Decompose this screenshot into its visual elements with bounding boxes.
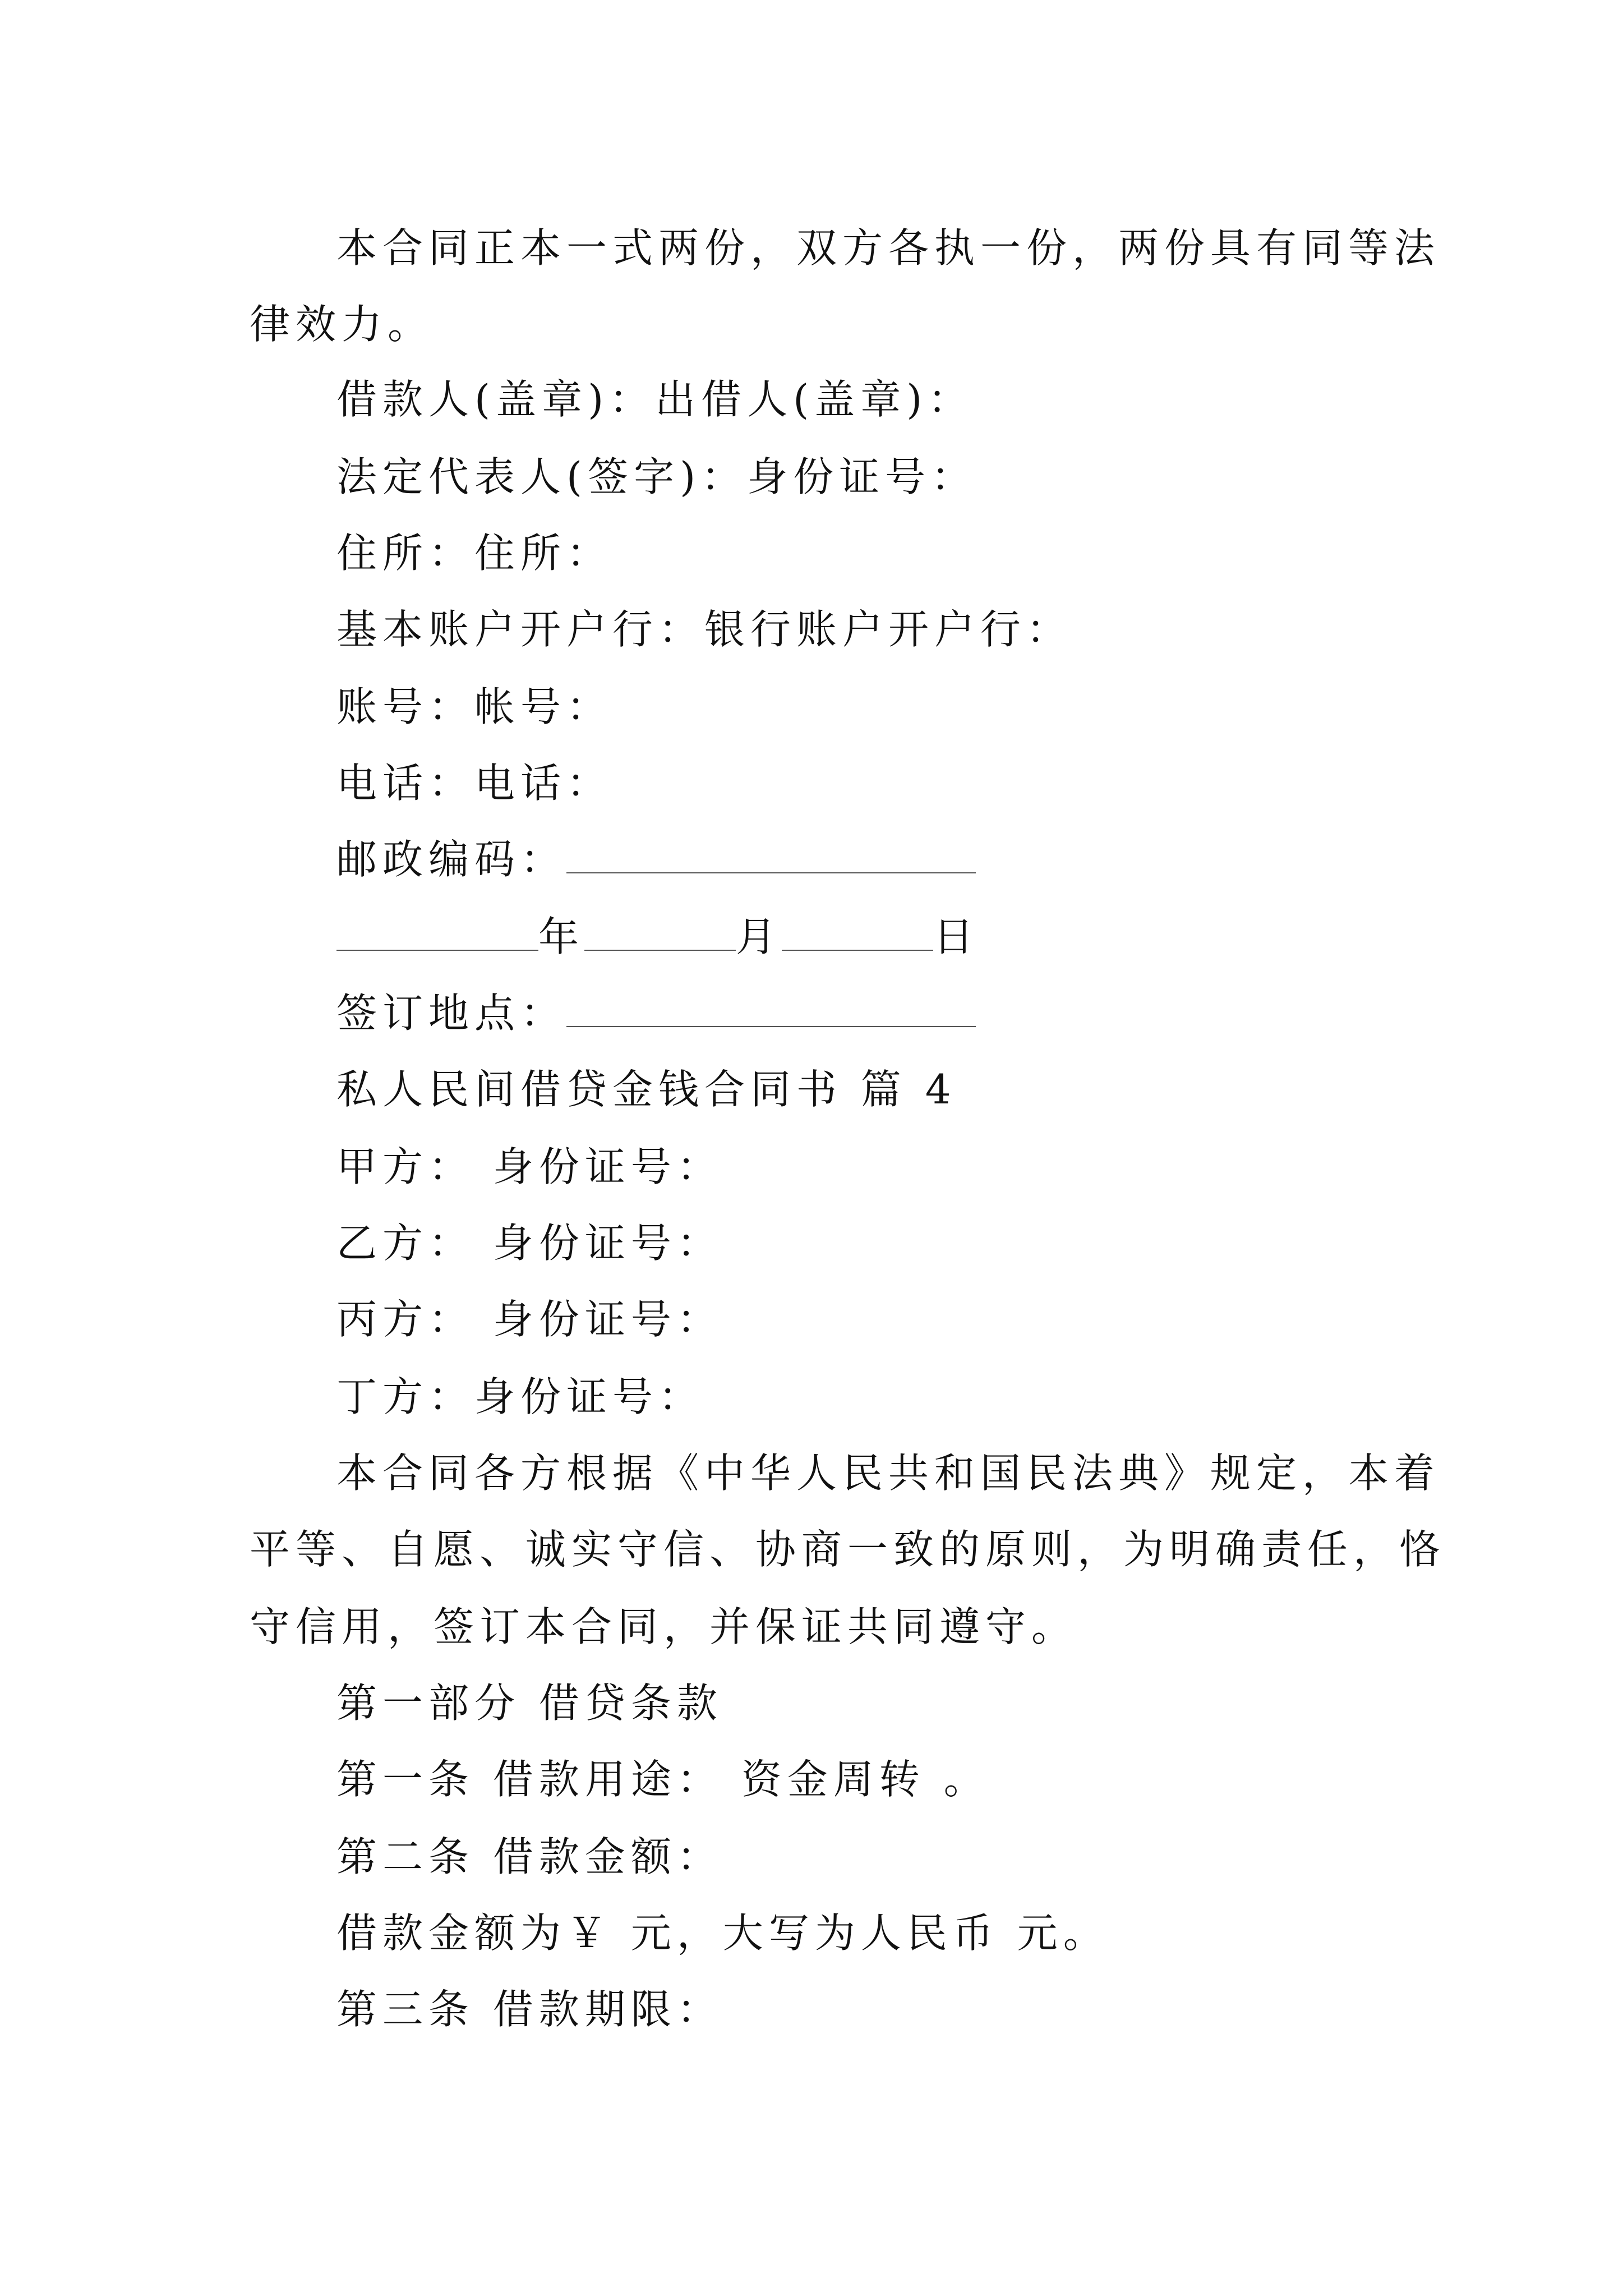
signature-line-phone: 电话：电话： <box>336 760 613 807</box>
section-title: 私人民间借贷金钱合同书 篇 4 <box>336 1066 957 1113</box>
party-d-line: 丁方：身份证号： <box>336 1373 705 1420</box>
date-line <box>336 909 979 965</box>
postcode-label: 邮政编码： <box>336 836 567 883</box>
day-blank <box>782 917 933 951</box>
signing-place-line <box>336 985 976 1041</box>
part-heading: 第一部分 借贷条款 <box>336 1680 723 1727</box>
month-label: 月 <box>736 913 782 960</box>
paragraph-line: 守信用，签订本合同，并保证共同遵守。 <box>250 1603 1078 1650</box>
signature-line-bank: 基本账户开户行：银行账户开户行： <box>336 606 1073 653</box>
signature-line-representative: 法定代表人(签字)：身份证号： <box>336 453 978 500</box>
signature-line-seal: 借款人(盖章)：出借人(盖章)： <box>336 376 974 423</box>
paragraph-line: 本合同各方根据《中华人民共和国民法典》规定，本着 <box>336 1450 1441 1497</box>
clause-line: 第二条 借款金额： <box>336 1833 723 1880</box>
year-blank <box>336 917 538 951</box>
party-c-line: 丙方： 身份证号： <box>336 1296 723 1343</box>
paragraph-line: 平等、自愿、诚实守信、协商一致的原则，为明确责任，恪 <box>250 1526 1446 1573</box>
postcode-line <box>336 831 976 887</box>
postcode-blank <box>566 840 976 873</box>
signature-line-account: 账号：帐号： <box>336 683 613 730</box>
year-label: 年 <box>538 913 585 960</box>
clause-line: 第三条 借款期限： <box>336 1986 723 2033</box>
clause-line: 第一条 借款用途： 资金周转 。 <box>336 1756 990 1803</box>
signing-place-label: 签订地点： <box>336 990 567 1037</box>
month-blank <box>584 917 736 951</box>
paragraph-line: 本合同正本一式两份，双方各执一份，两份具有同等法 <box>336 224 1441 272</box>
party-b-line: 乙方： 身份证号： <box>336 1220 723 1267</box>
day-label: 日 <box>933 913 980 960</box>
signature-line-address: 住所：住所： <box>336 530 613 577</box>
paragraph-line: 律效力。 <box>250 301 434 348</box>
clause-line: 借款金额为￥ 元，大写为人民币 元。 <box>336 1910 1109 1957</box>
signing-place-blank <box>566 993 976 1027</box>
party-a-line: 甲方： 身份证号： <box>336 1143 723 1190</box>
